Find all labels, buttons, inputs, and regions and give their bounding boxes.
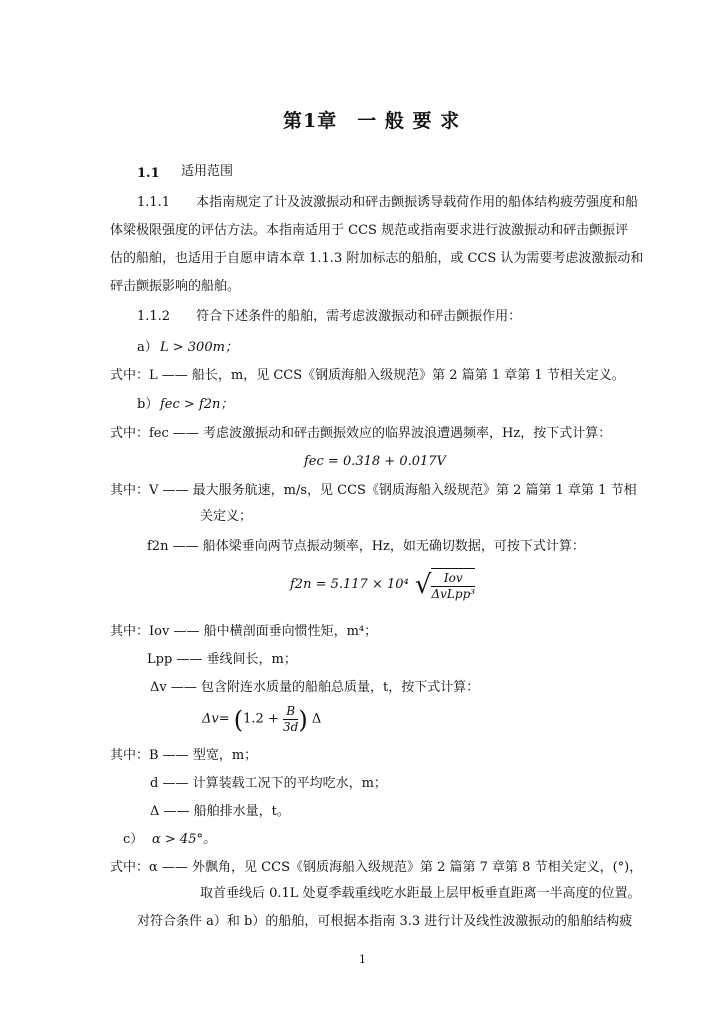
para-1-1-1-line3: 估的船舶，也适用于自愿申请本章 1.1.3 附加标志的船舶，或 CCS 认为需要考虑波激振动和 (110, 251, 644, 266)
fraction-numerator: Iov (431, 571, 475, 587)
definition-Lpp: Lpp —— 垂线间长，m； (147, 652, 297, 667)
condition-c-expr: α > 45°。 (152, 832, 216, 847)
definition-fec: 式中：fec —— 考虑波激振动和砰击颤振效应的临界波浪遭遇频率，Hz，按下式计算： (110, 426, 612, 441)
condition-c-label: c） (123, 832, 144, 847)
definition-V-line1: 其中：V —— 最大服务航速，m/s，见 CCS《钢质海船入级规范》第 2 篇第 1 章第 1 节相 (110, 483, 637, 498)
closing-paragraph: 对符合条件 a）和 b）的船舶，可根据本指南 3.3 进行计及线性波激振动的船舶结构疲 (137, 914, 633, 929)
fraction-denominator: ΔvLpp³ (431, 587, 476, 601)
section-title: 适用范围 (181, 164, 234, 179)
equation-delta-v (202, 704, 321, 735)
definition-B: 其中：B —— 型宽，m； (110, 748, 258, 763)
equation-f2n-lhs: f2n = 5.117 × 10⁴ (290, 577, 409, 592)
para-1-1-1-line1: 1.1.1 本指南规定了计及波激振动和砰击颤振诱导载荷作用的船体结构疲劳强度和船 (137, 195, 639, 210)
definition-d: d —— 计算装载工况下的平均吃水，m； (150, 776, 387, 791)
equation-f2n (290, 568, 475, 602)
paren-close: ) (298, 705, 308, 734)
condition-a-label: a） (137, 340, 158, 355)
condition-b-label: b） (137, 397, 159, 412)
fraction-numerator-B: B (283, 704, 298, 720)
equation-delta-v-lhs: Δv= (202, 711, 230, 727)
equation-delta-v-const: 1.2 + (243, 711, 279, 727)
page-number: 1 (359, 953, 366, 966)
para-1-1-2: 1.1.2 符合下述条件的船舶，需考虑波激振动和砰击颤振作用： (137, 309, 522, 324)
section-number: 1.1 (137, 166, 160, 181)
paren-open: ( (233, 705, 244, 734)
definition-f2n: f2n —— 船体梁垂向两节点振动频率，Hz，如无确切数据，可按下式计算： (147, 539, 585, 554)
para-1-1-1-line2: 体梁极限强度的评估方法。本指南适用于 CCS 规范或指南要求进行波激振动和砰击颤振评 (110, 223, 629, 238)
definition-Iov: 其中：Iov —— 船中横剖面垂向惯性矩，m⁴； (110, 624, 378, 639)
definition-alpha-line2: 取首垂线后 0.1L 处夏季载重线吃水距最上层甲板垂直距离一半高度的位置。 (200, 886, 641, 901)
condition-b-expr: fec > f2n； (160, 397, 234, 412)
equation-fec: fec = 0.318 + 0.017V (304, 454, 446, 469)
sqrt-sign: √ (414, 570, 432, 600)
equation-delta-v-fraction (283, 704, 298, 735)
fraction-denominator-3d: 3d (282, 720, 299, 734)
equation-delta-v-tail: Δ (311, 711, 322, 727)
chapter-title: 第1章 一 般 要 求 (283, 110, 461, 132)
definition-L: 式中：L —— 船长，m，见 CCS《钢质海船入级规范》第 2 篇第 1 章第 1 节相关定义。 (110, 368, 625, 383)
definition-delta: Δ —— 船舶排水量，t。 (150, 804, 290, 819)
definition-delta-v: Δv —— 包含附连水质量的船舶总质量，t，按下式计算： (150, 680, 480, 695)
equation-f2n-fraction (431, 568, 475, 602)
condition-a-expr: L > 300m； (160, 340, 238, 355)
definition-alpha-line1: 式中：α —— 外飘角，见 CCS《钢质海船入级规范》第 2 篇第 7 章第 8 节相关定义，(°)， (110, 860, 643, 875)
definition-V-line2: 关定义； (200, 509, 253, 524)
para-1-1-1-line4: 砰击颤振影响的船舶。 (110, 279, 241, 294)
